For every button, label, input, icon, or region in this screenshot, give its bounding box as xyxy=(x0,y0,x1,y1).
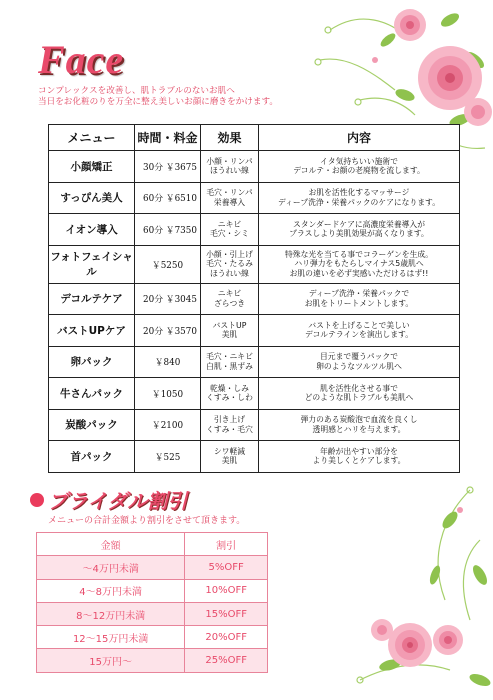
menu-price: 60分 ￥7350 xyxy=(135,214,201,246)
table-row xyxy=(37,649,268,672)
header-menu: メニュー xyxy=(49,125,135,151)
table-row xyxy=(37,579,268,602)
menu-effect: シワ軽減 美肌 xyxy=(201,441,259,473)
page-title: Face xyxy=(38,37,125,82)
menu-name: 卵パック xyxy=(49,346,135,378)
menu-effect: 毛穴・ニキビ 白肌・黒ずみ xyxy=(201,346,259,378)
menu-content: 弾力のある炭酸泡で血流を良くし 透明感とハリを与えます。 xyxy=(259,409,460,441)
menu-content: スタンダードケアに高濃度栄養導入が プラスしより美肌効果が高くなります。 xyxy=(259,214,460,246)
menu-effect: バストUP 美肌 xyxy=(201,315,259,347)
intro-text: コンプレックスを改善し、肌トラブルのないお肌へ 当日をお化粧のりを万全に整え美しいお顔に磨きをかけます。 xyxy=(38,86,278,107)
header-price: 時間・料金 xyxy=(135,125,201,151)
menu-price: 30分 ￥3675 xyxy=(135,151,201,183)
header-amount: 金額 xyxy=(37,533,185,556)
table-row xyxy=(37,556,268,579)
menu-effect: 乾燥・しみ くすみ・しわ xyxy=(201,378,259,410)
table-row xyxy=(37,626,268,649)
discount-amount: 〜4万円未満 xyxy=(37,556,185,579)
table-row xyxy=(49,378,460,410)
discount-amount: 4〜8万円未満 xyxy=(37,579,185,602)
menu-effect: ニキビ ざらつき xyxy=(201,283,259,315)
discount-rate: 5%OFF xyxy=(185,556,268,579)
discount-amount: 15万円〜 xyxy=(37,649,185,672)
table-row xyxy=(49,245,460,283)
menu-price: 60分 ￥6510 xyxy=(135,182,201,214)
discount-rate: 20%OFF xyxy=(185,626,268,649)
menu-name: 牛さんパック xyxy=(49,378,135,410)
discount-amount: 12〜15万円未満 xyxy=(37,626,185,649)
menu-effect: 毛穴・リンパ 栄養導入 xyxy=(201,182,259,214)
menu-name: 小顔矯正 xyxy=(49,151,135,183)
table-row xyxy=(49,346,460,378)
menu-content: 目元まで覆うパックで 卵のようなツルツル肌へ xyxy=(259,346,460,378)
table-row xyxy=(49,182,460,214)
table-row xyxy=(49,214,460,246)
discount-header-row xyxy=(37,533,268,556)
menu-name: バストUPケア xyxy=(49,315,135,347)
menu-name: デコルテケア xyxy=(49,283,135,315)
menu-content: 特殊な光を当てる事でコラーゲンを生成。 ハリ弾力をもたらしマイナス5歳肌へ お肌の違いを必ず実感いただけるはず!! xyxy=(259,245,460,283)
menu-price: 20分 ￥3570 xyxy=(135,315,201,347)
discount-rate: 15%OFF xyxy=(185,602,268,625)
menu-effect: 小顔・リンパ ほうれい線 xyxy=(201,151,259,183)
menu-content: ディープ洗浄・栄養パックで お肌をトリートメントします。 xyxy=(259,283,460,315)
menu-price: ￥5250 xyxy=(135,245,201,283)
menu-price: ￥525 xyxy=(135,441,201,473)
menu-name: すっぴん美人 xyxy=(49,182,135,214)
menu-price: ￥840 xyxy=(135,346,201,378)
table-row xyxy=(49,441,460,473)
menu-price: ￥1050 xyxy=(135,378,201,410)
table-row xyxy=(49,283,460,315)
bullet-dot-icon xyxy=(30,493,44,507)
rose-flower-icon xyxy=(320,480,493,700)
menu-price: ￥2100 xyxy=(135,409,201,441)
menu-content: 年齢が出やすい部分を より美しくとケアします。 xyxy=(259,441,460,473)
menu-name: 炭酸パック xyxy=(49,409,135,441)
menu-price: 20分 ￥3045 xyxy=(135,283,201,315)
menu-table xyxy=(48,124,460,473)
menu-content: お肌を活性化するマッサージ ディープ洗浄・栄養パックのケアになります。 xyxy=(259,182,460,214)
bridal-title: ブライダル割引 xyxy=(30,485,187,514)
menu-effect: 小顔・引上げ 毛穴・たるみ ほうれい線 xyxy=(201,245,259,283)
table-row xyxy=(49,315,460,347)
header-content: 内容 xyxy=(259,125,460,151)
menu-content: バストを上げることで美しい デコルテラインを演出します。 xyxy=(259,315,460,347)
discount-amount: 8〜12万円未満 xyxy=(37,602,185,625)
menu-name: 首パック xyxy=(49,441,135,473)
menu-effect: 引き上げ くすみ・毛穴 xyxy=(201,409,259,441)
bridal-note: メニューの合計金額より割引をさせて頂きます。 xyxy=(48,516,246,526)
menu-name: フォトフェイシャル xyxy=(49,245,135,283)
table-row xyxy=(49,151,460,183)
table-row xyxy=(49,409,460,441)
header-effect: 効果 xyxy=(201,125,259,151)
menu-name: イオン導入 xyxy=(49,214,135,246)
discount-table xyxy=(36,532,268,673)
discount-rate: 10%OFF xyxy=(185,579,268,602)
menu-header-row xyxy=(49,125,460,151)
table-row xyxy=(37,602,268,625)
menu-content: 肌を活性化させる事で どのような肌トラブルも美肌へ xyxy=(259,378,460,410)
menu-content: イタ気持ちいい施術で デコルテ・お顔の老廃物を流します。 xyxy=(259,151,460,183)
menu-effect: ニキビ 毛穴・シミ xyxy=(201,214,259,246)
header-discount: 割引 xyxy=(185,533,268,556)
discount-rate: 25%OFF xyxy=(185,649,268,672)
